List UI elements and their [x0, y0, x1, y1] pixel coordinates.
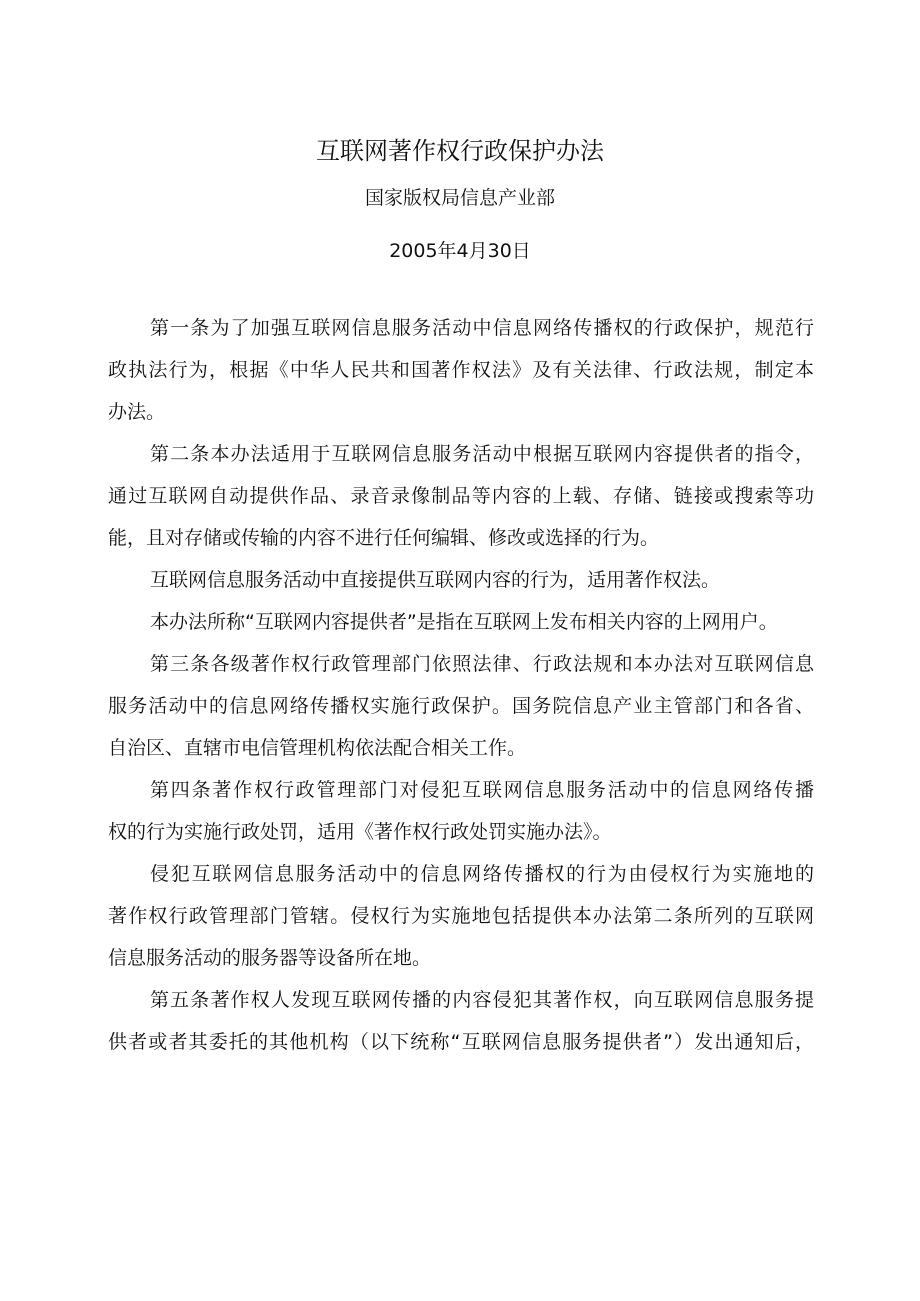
paragraph: [108, 643, 814, 769]
paragraph-line: 第二条本办法适用于互联网信息服务活动中根据互联网内容提供者的指令，: [150, 443, 814, 465]
paragraph-line: 能，且对存储或传输的内容不进行任何编辑、修改或选择的行为。: [108, 527, 660, 549]
paragraph: [108, 601, 814, 643]
paragraph-line: 著作权行政管理部门管辖。侵权行为实施地包括提供本办法第二条所列的互联网: [108, 905, 814, 927]
paragraph-line: 服务活动中的信息网络传播权实施行政保护。国务院信息产业主管部门和各省、: [108, 695, 814, 717]
document-title: 互联网著作权行政保护办法: [316, 137, 604, 165]
paragraph-line: 第三条各级著作权行政管理部门依照法律、行政法规和本办法对互联网信息: [150, 653, 814, 675]
paragraph: [108, 307, 814, 433]
paragraph-line: 信息服务活动的服务器等设备所在地。: [108, 947, 432, 969]
paragraph-line: 第五条著作权人发现互联网传播的内容侵犯其著作权，向互联网信息服务提: [150, 989, 814, 1011]
paragraph-line: 互联网信息服务活动中直接提供互联网内容的行为，适用著作权法。: [150, 569, 721, 591]
paragraph: [108, 853, 814, 979]
paragraph-line: 权的行为实施行政处罚，适用《著作权行政处罚实施办法》。: [108, 821, 612, 843]
document-issuer: 国家版权局信息产业部: [364, 187, 555, 209]
document-date: 2005年4月30日: [389, 240, 531, 262]
paragraph-line: 本办法所称“互联网内容提供者”是指在互联网上发布相关内容的上网用户。: [150, 611, 778, 633]
paragraph-line: 供者或者其委托的其他机构（以下统称“互联网信息服务提供者”）发出通知后，: [108, 1031, 814, 1053]
paragraph-line: 办法。: [108, 401, 166, 423]
paragraph-line: 通过互联网自动提供作品、录音录像制品等内容的上载、存储、链接或搜索等功: [108, 485, 814, 507]
paragraph-line: 政执法行为，根据《中华人民共和国著作权法》及有关法律、行政法规，制定本: [108, 359, 814, 381]
paragraph: [108, 769, 814, 853]
paragraph-line: 侵犯互联网信息服务活动中的信息网络传播权的行为由侵权行为实施地的: [150, 863, 814, 885]
paragraph: [108, 979, 814, 1063]
paragraph: [108, 433, 814, 559]
paragraph-line: 第一条为了加强互联网信息服务活动中信息网络传播权的行政保护，规范行: [150, 317, 814, 339]
paragraph: [108, 559, 814, 601]
paragraph-line: 自治区、直辖市电信管理机构依法配合相关工作。: [108, 737, 527, 759]
document-body: [108, 307, 814, 1063]
paragraph-line: 第四条著作权行政管理部门对侵犯互联网信息服务活动中的信息网络传播: [150, 779, 814, 801]
